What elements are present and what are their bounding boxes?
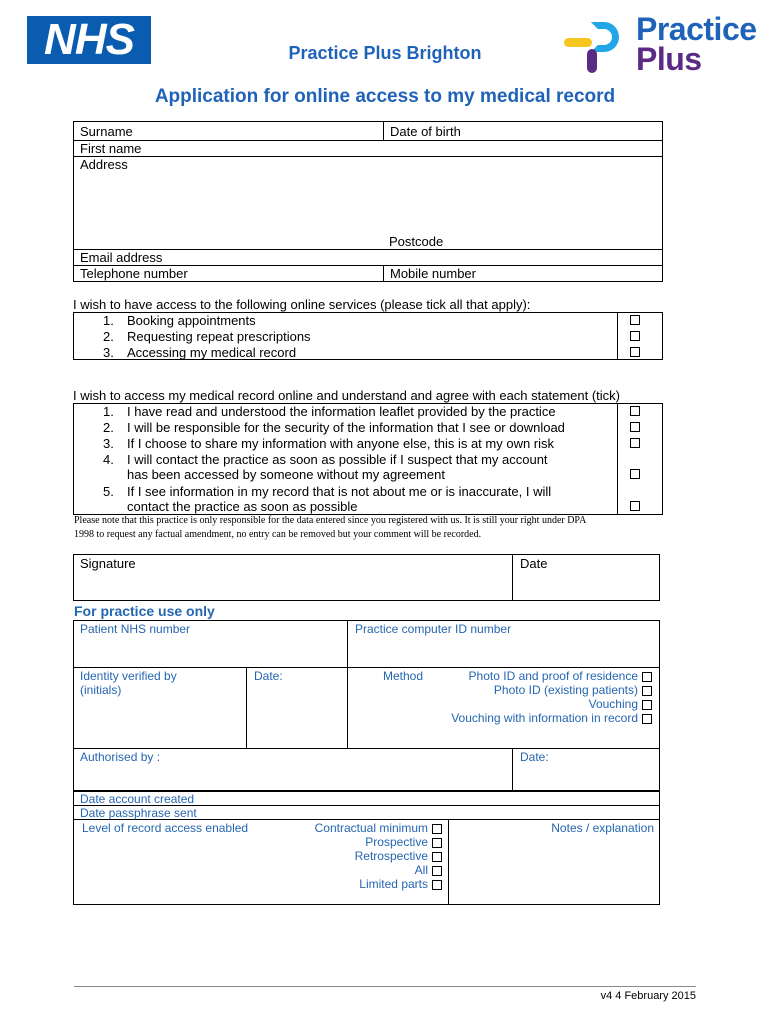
access-level-option-label: Retrospective — [354, 849, 428, 863]
telephone-field[interactable]: Telephone number — [80, 266, 188, 281]
services-intro: I wish to have access to the following online services (please tick all that apply): — [73, 297, 531, 312]
level-prospective-checkbox[interactable] — [432, 838, 442, 848]
statement-number: 1. — [103, 404, 114, 419]
statement-number: 2. — [103, 420, 114, 435]
notes-explanation-field[interactable]: Notes / explanation — [551, 821, 654, 835]
service-item-label: Requesting repeat prescriptions — [127, 329, 311, 344]
statement-text: I have read and understood the information leaflet provided by the practice — [127, 404, 556, 419]
signature-table — [73, 554, 660, 601]
practice-use-title: For practice use only — [74, 603, 215, 619]
authorised-date-field[interactable]: Date: — [520, 750, 549, 764]
level-all-checkbox[interactable] — [432, 866, 442, 876]
method-option-label: Photo ID (existing patients) — [493, 683, 638, 697]
authorised-by-field[interactable]: Authorised by : — [80, 750, 161, 764]
statement-4-checkbox[interactable] — [630, 469, 640, 479]
statement-number: 4. — [103, 452, 114, 467]
service-prescriptions-checkbox[interactable] — [630, 331, 640, 341]
address-field[interactable]: Address — [80, 157, 128, 172]
method-option[interactable] — [589, 697, 652, 711]
method-option-label: Vouching with information in record — [451, 711, 638, 725]
access-level-option[interactable] — [355, 849, 442, 863]
access-level-option-label: All — [414, 863, 428, 877]
dpa-note-line: Please note that this practice is only responsible for the data entered since you registered with us. It is still your right under DPA — [74, 515, 587, 526]
surname-field[interactable]: Surname — [80, 124, 133, 139]
statement-text: I will be responsible for the security of the information that I see or download — [127, 420, 565, 435]
computer-id-field[interactable]: Practice computer ID number — [355, 622, 512, 636]
email-field[interactable]: Email address — [80, 250, 163, 265]
level-limited-checkbox[interactable] — [432, 880, 442, 890]
statement-text: I will contact the practice as soon as possible if I suspect that my account — [127, 452, 548, 467]
dpa-note — [74, 514, 684, 542]
method-vouching-checkbox[interactable] — [642, 700, 652, 710]
version-footer: v4 4 February 2015 — [600, 990, 696, 1002]
logo-word-plus: Plus — [636, 41, 702, 77]
statements-intro: I wish to access my medical record online and understand and agree with each statement (tick) — [73, 388, 620, 403]
footer-divider — [74, 986, 696, 987]
service-item-number: 3. — [103, 345, 114, 360]
mobile-field[interactable]: Mobile number — [390, 266, 476, 281]
level-contractual-checkbox[interactable] — [432, 824, 442, 834]
statement-number: 3. — [103, 436, 114, 451]
service-item-label: Booking appointments — [127, 313, 256, 328]
statement-5-checkbox[interactable] — [630, 501, 640, 511]
statement-text: If I see information in my record that is not about me or is inaccurate, I will — [127, 484, 552, 499]
statement-2-checkbox[interactable] — [630, 422, 640, 432]
method-option[interactable] — [469, 669, 652, 683]
statement-3-checkbox[interactable] — [630, 438, 640, 448]
statement-text-cont: contact the practice as soon as possible — [127, 499, 358, 514]
passphrase-sent-field[interactable]: Date passphrase sent — [80, 806, 197, 820]
service-booking-checkbox[interactable] — [630, 315, 640, 325]
access-level-option-label: Limited parts — [359, 877, 428, 891]
practice-name: Practice Plus Brighton — [288, 43, 482, 63]
signature-field[interactable]: Signature — [80, 556, 136, 571]
dob-field[interactable]: Date of birth — [390, 124, 461, 139]
logo-word-practice: Practice — [636, 11, 757, 47]
account-created-field[interactable]: Date account created — [80, 792, 195, 806]
service-item-label: Accessing my medical record — [127, 345, 297, 360]
method-option-label: Vouching — [588, 697, 638, 711]
access-level-option-label: Prospective — [365, 835, 428, 849]
method-option[interactable] — [494, 683, 652, 697]
method-option-label: Photo ID and proof of residence — [468, 669, 638, 683]
verified-date-field[interactable]: Date: — [254, 669, 283, 683]
service-record-checkbox[interactable] — [630, 347, 640, 357]
access-level-option-label: Contractual minimum — [314, 821, 428, 835]
method-photo-residence-checkbox[interactable] — [642, 672, 652, 682]
nhs-logo: NHS — [27, 16, 151, 64]
first-name-field[interactable]: First name — [80, 141, 142, 156]
method-vouching-info-checkbox[interactable] — [642, 714, 652, 724]
page-title: Application for online access to my medical record — [154, 86, 616, 107]
method-photo-existing-checkbox[interactable] — [642, 686, 652, 696]
signature-date-field[interactable]: Date — [520, 556, 548, 571]
identity-initials-label: (initials) — [80, 683, 122, 697]
method-label: Method — [383, 669, 424, 683]
access-level-option[interactable] — [359, 877, 442, 891]
access-level-option[interactable] — [315, 821, 442, 835]
statement-text: If I choose to share my information with anyone else, this is at my own risk — [127, 436, 555, 451]
access-level-option[interactable] — [365, 835, 442, 849]
statement-text-cont: has been accessed by someone without my agreement — [127, 467, 445, 482]
access-level-option[interactable] — [415, 863, 442, 877]
practice-plus-logo — [560, 11, 770, 78]
nhs-number-field[interactable]: Patient NHS number — [80, 622, 191, 636]
postcode-field[interactable]: Postcode — [389, 234, 444, 249]
statement-number: 5. — [103, 484, 114, 499]
practice-plus-mark-icon — [560, 16, 620, 76]
service-item-number: 1. — [103, 313, 114, 328]
level-retrospective-checkbox[interactable] — [432, 852, 442, 862]
service-item-number: 2. — [103, 329, 114, 344]
method-option[interactable] — [451, 711, 652, 725]
identity-verified-field[interactable]: Identity verified by — [80, 669, 177, 683]
practice-use-table — [73, 620, 660, 791]
statement-1-checkbox[interactable] — [630, 406, 640, 416]
access-level-label: Level of record access enabled — [82, 821, 249, 835]
dpa-note-line: 1998 to request any factual amendment, no entry can be removed but your comment will be recorded. — [74, 529, 482, 540]
